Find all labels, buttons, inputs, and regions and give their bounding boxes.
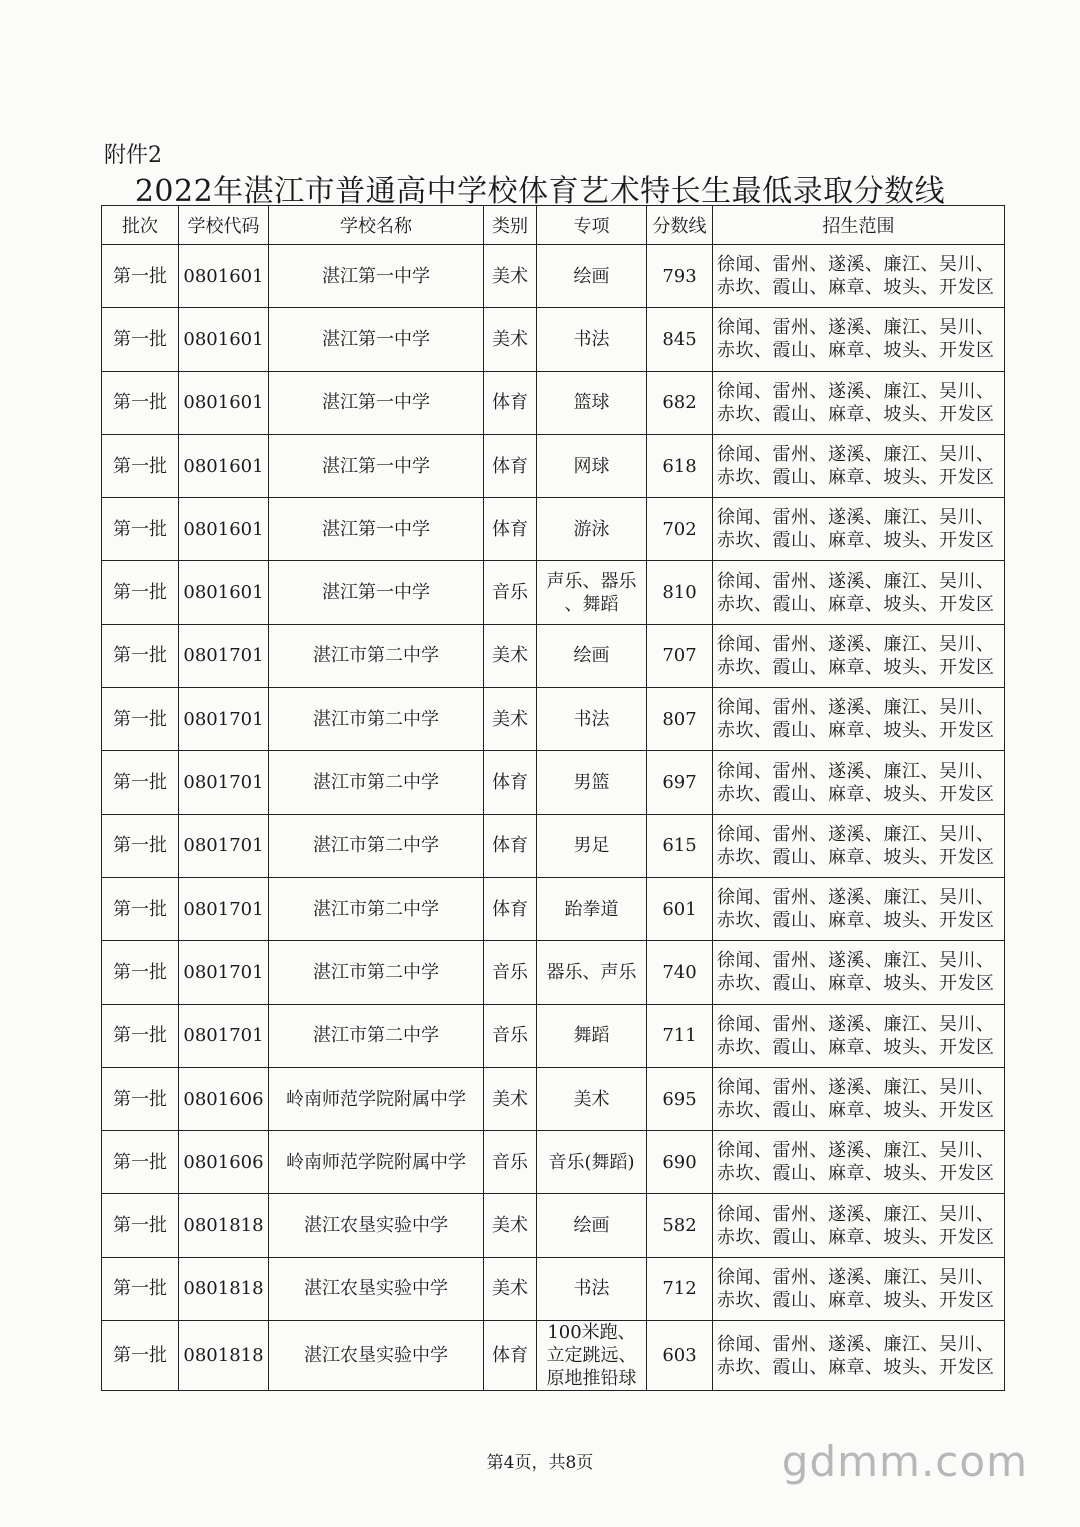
table-row	[102, 624, 1005, 687]
cell-category: 美术	[484, 308, 537, 371]
table-row	[102, 1321, 1005, 1391]
cell-score: 682	[647, 371, 713, 434]
cell-school-name: 湛江第一中学	[269, 308, 484, 371]
cell-score: 702	[647, 498, 713, 561]
cell-score: 603	[647, 1321, 713, 1391]
cell-school-name: 湛江农垦实验中学	[269, 1257, 484, 1320]
cell-specialty: 绘画	[537, 624, 647, 687]
cell-school-code: 0801601	[179, 434, 269, 497]
table-row	[102, 498, 1005, 561]
cell-scope: 徐闻、雷州、遂溪、廉江、吴川、 赤坎、霞山、麻章、坡头、开发区	[713, 1321, 1005, 1391]
cell-score: 695	[647, 1067, 713, 1130]
cell-specialty: 游泳	[537, 498, 647, 561]
cell-scope: 徐闻、雷州、遂溪、廉江、吴川、 赤坎、霞山、麻章、坡头、开发区	[713, 941, 1005, 1004]
cell-score: 690	[647, 1131, 713, 1194]
cell-specialty: 音乐(舞蹈)	[537, 1131, 647, 1194]
table-row	[102, 1194, 1005, 1257]
cell-batch: 第一批	[102, 308, 179, 371]
cell-category: 体育	[484, 1321, 537, 1391]
cell-scope: 徐闻、雷州、遂溪、廉江、吴川、 赤坎、霞山、麻章、坡头、开发区	[713, 877, 1005, 940]
cell-batch: 第一批	[102, 751, 179, 814]
cell-category: 体育	[484, 434, 537, 497]
cell-specialty: 美术	[537, 1067, 647, 1130]
cell-batch: 第一批	[102, 624, 179, 687]
cell-school-name: 湛江市第二中学	[269, 751, 484, 814]
cell-batch: 第一批	[102, 1194, 179, 1257]
cell-school-name: 湛江市第二中学	[269, 877, 484, 940]
cell-category: 美术	[484, 1067, 537, 1130]
cell-specialty: 网球	[537, 434, 647, 497]
cell-score: 810	[647, 561, 713, 624]
cell-category: 体育	[484, 498, 537, 561]
table-header-row	[102, 206, 1005, 245]
table-row	[102, 1257, 1005, 1320]
cell-specialty: 器乐、声乐	[537, 941, 647, 1004]
header-scope: 招生范围	[713, 206, 1005, 245]
cell-scope: 徐闻、雷州、遂溪、廉江、吴川、 赤坎、霞山、麻章、坡头、开发区	[713, 245, 1005, 308]
cell-school-name: 湛江农垦实验中学	[269, 1194, 484, 1257]
cell-school-code: 0801701	[179, 1004, 269, 1067]
table-row	[102, 308, 1005, 371]
cell-school-name: 湛江市第二中学	[269, 1004, 484, 1067]
cell-batch: 第一批	[102, 1257, 179, 1320]
table-row	[102, 688, 1005, 751]
cell-school-name: 湛江第一中学	[269, 498, 484, 561]
cell-scope: 徐闻、雷州、遂溪、廉江、吴川、 赤坎、霞山、麻章、坡头、开发区	[713, 624, 1005, 687]
cell-school-code: 0801701	[179, 688, 269, 751]
cell-batch: 第一批	[102, 1004, 179, 1067]
cell-school-name: 湛江市第二中学	[269, 941, 484, 1004]
cell-batch: 第一批	[102, 1131, 179, 1194]
cell-scope: 徐闻、雷州、遂溪、廉江、吴川、 赤坎、霞山、麻章、坡头、开发区	[713, 434, 1005, 497]
cell-scope: 徐闻、雷州、遂溪、廉江、吴川、 赤坎、霞山、麻章、坡头、开发区	[713, 688, 1005, 751]
cell-score: 697	[647, 751, 713, 814]
cell-scope: 徐闻、雷州、遂溪、廉江、吴川、 赤坎、霞山、麻章、坡头、开发区	[713, 1194, 1005, 1257]
table-row	[102, 877, 1005, 940]
cell-specialty: 舞蹈	[537, 1004, 647, 1067]
header-category: 类别	[484, 206, 537, 245]
cell-school-name: 湛江农垦实验中学	[269, 1321, 484, 1391]
cell-school-code: 0801818	[179, 1257, 269, 1320]
cell-specialty: 100米跑、 立定跳远、 原地推铅球	[537, 1321, 647, 1391]
cell-batch: 第一批	[102, 371, 179, 434]
table-row	[102, 561, 1005, 624]
table-row	[102, 245, 1005, 308]
cell-school-code: 0801701	[179, 941, 269, 1004]
cell-category: 音乐	[484, 561, 537, 624]
cell-specialty: 男足	[537, 814, 647, 877]
cell-scope: 徐闻、雷州、遂溪、廉江、吴川、 赤坎、霞山、麻章、坡头、开发区	[713, 814, 1005, 877]
cell-school-code: 0801601	[179, 245, 269, 308]
cell-specialty: 绘画	[537, 245, 647, 308]
cell-scope: 徐闻、雷州、遂溪、廉江、吴川、 赤坎、霞山、麻章、坡头、开发区	[713, 371, 1005, 434]
document-title: 2022年湛江市普通高中学校体育艺术特长生最低录取分数线	[134, 174, 946, 209]
header-specialty: 专项	[537, 206, 647, 245]
page-footer: 第4页，共8页	[486, 1453, 594, 1473]
cell-school-code: 0801601	[179, 498, 269, 561]
table-row	[102, 1004, 1005, 1067]
cell-batch: 第一批	[102, 814, 179, 877]
cell-batch: 第一批	[102, 245, 179, 308]
cell-school-code: 0801701	[179, 624, 269, 687]
cell-scope: 徐闻、雷州、遂溪、廉江、吴川、 赤坎、霞山、麻章、坡头、开发区	[713, 498, 1005, 561]
cell-school-code: 0801606	[179, 1067, 269, 1130]
table-row	[102, 371, 1005, 434]
cell-score: 618	[647, 434, 713, 497]
cell-specialty: 男篮	[537, 751, 647, 814]
cell-scope: 徐闻、雷州、遂溪、廉江、吴川、 赤坎、霞山、麻章、坡头、开发区	[713, 751, 1005, 814]
table-row	[102, 941, 1005, 1004]
cell-scope: 徐闻、雷州、遂溪、廉江、吴川、 赤坎、霞山、麻章、坡头、开发区	[713, 1004, 1005, 1067]
cell-category: 体育	[484, 371, 537, 434]
cell-batch: 第一批	[102, 1321, 179, 1391]
cell-batch: 第一批	[102, 941, 179, 1004]
header-batch: 批次	[102, 206, 179, 245]
cell-school-name: 湛江市第二中学	[269, 624, 484, 687]
cell-category: 音乐	[484, 1004, 537, 1067]
cell-scope: 徐闻、雷州、遂溪、廉江、吴川、 赤坎、霞山、麻章、坡头、开发区	[713, 561, 1005, 624]
cell-category: 美术	[484, 245, 537, 308]
header-school-code: 学校代码	[179, 206, 269, 245]
cell-score: 807	[647, 688, 713, 751]
cell-specialty: 跆拳道	[537, 877, 647, 940]
cell-school-code: 0801701	[179, 814, 269, 877]
cell-specialty: 书法	[537, 308, 647, 371]
cell-school-name: 湛江市第二中学	[269, 688, 484, 751]
cell-specialty: 书法	[537, 1257, 647, 1320]
cell-score: 601	[647, 877, 713, 940]
cell-batch: 第一批	[102, 877, 179, 940]
cell-category: 美术	[484, 1257, 537, 1320]
cell-score: 793	[647, 245, 713, 308]
cell-score: 845	[647, 308, 713, 371]
cell-category: 美术	[484, 624, 537, 687]
cell-batch: 第一批	[102, 1067, 179, 1130]
cell-school-code: 0801601	[179, 561, 269, 624]
cell-score: 707	[647, 624, 713, 687]
table-row	[102, 814, 1005, 877]
cell-school-name: 湛江第一中学	[269, 561, 484, 624]
table-row	[102, 434, 1005, 497]
cell-school-name: 湛江第一中学	[269, 245, 484, 308]
cell-school-code: 0801701	[179, 751, 269, 814]
cell-school-name: 岭南师范学院附属中学	[269, 1067, 484, 1130]
cell-school-code: 0801818	[179, 1194, 269, 1257]
cell-school-name: 岭南师范学院附属中学	[269, 1131, 484, 1194]
cell-category: 音乐	[484, 941, 537, 1004]
table-row	[102, 1131, 1005, 1194]
header-score: 分数线	[647, 206, 713, 245]
cell-scope: 徐闻、雷州、遂溪、廉江、吴川、 赤坎、霞山、麻章、坡头、开发区	[713, 1131, 1005, 1194]
cell-school-code: 0801606	[179, 1131, 269, 1194]
cell-school-name: 湛江第一中学	[269, 434, 484, 497]
cell-category: 美术	[484, 1194, 537, 1257]
cell-school-code: 0801818	[179, 1321, 269, 1391]
table-body	[102, 245, 1005, 1391]
table-row	[102, 751, 1005, 814]
watermark: gdmm.com	[781, 1437, 1028, 1486]
admission-score-table	[101, 205, 1005, 1391]
cell-category: 体育	[484, 751, 537, 814]
cell-school-name: 湛江市第二中学	[269, 814, 484, 877]
cell-school-code: 0801601	[179, 371, 269, 434]
cell-category: 体育	[484, 814, 537, 877]
cell-batch: 第一批	[102, 434, 179, 497]
cell-batch: 第一批	[102, 561, 179, 624]
cell-score: 740	[647, 941, 713, 1004]
cell-school-code: 0801601	[179, 308, 269, 371]
cell-school-code: 0801701	[179, 877, 269, 940]
cell-specialty: 篮球	[537, 371, 647, 434]
cell-score: 615	[647, 814, 713, 877]
cell-scope: 徐闻、雷州、遂溪、廉江、吴川、 赤坎、霞山、麻章、坡头、开发区	[713, 308, 1005, 371]
cell-batch: 第一批	[102, 688, 179, 751]
cell-scope: 徐闻、雷州、遂溪、廉江、吴川、 赤坎、霞山、麻章、坡头、开发区	[713, 1257, 1005, 1320]
cell-specialty: 绘画	[537, 1194, 647, 1257]
cell-batch: 第一批	[102, 498, 179, 561]
cell-score: 711	[647, 1004, 713, 1067]
cell-score: 712	[647, 1257, 713, 1320]
attachment-label: 附件2	[104, 143, 162, 168]
cell-category: 体育	[484, 877, 537, 940]
cell-school-name: 湛江第一中学	[269, 371, 484, 434]
cell-scope: 徐闻、雷州、遂溪、廉江、吴川、 赤坎、霞山、麻章、坡头、开发区	[713, 1067, 1005, 1130]
table-row	[102, 1067, 1005, 1130]
header-school-name: 学校名称	[269, 206, 484, 245]
cell-category: 音乐	[484, 1131, 537, 1194]
cell-specialty: 书法	[537, 688, 647, 751]
cell-specialty: 声乐、器乐 、舞蹈	[537, 561, 647, 624]
cell-category: 美术	[484, 688, 537, 751]
cell-score: 582	[647, 1194, 713, 1257]
